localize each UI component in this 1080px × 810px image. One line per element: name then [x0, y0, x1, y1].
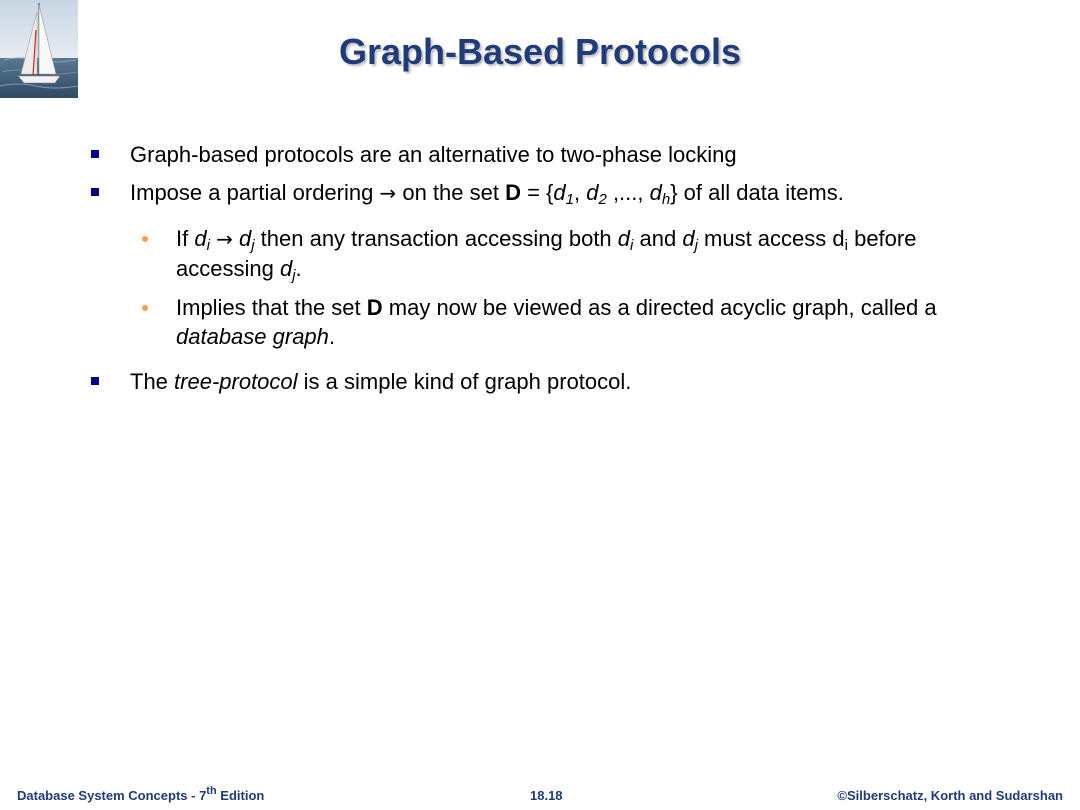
bullet-text: Graph-based protocols are an alternative to two-phase locking — [130, 142, 737, 167]
bullet-text: The tree-protocol is a simple kind of graph protocol. — [130, 369, 632, 394]
bullet-square-icon — [91, 150, 99, 158]
bullet-graph-protocols — [130, 140, 1010, 169]
bullet-text: If $d_i \to d_j$ then any transaction accessing both $d_i$ and $d_j$ must access $d_i$ before accessing $d_j$. — [176, 226, 917, 284]
footer-slide-number: 18.18 — [530, 788, 563, 803]
bullet-tree-protocol — [130, 367, 1010, 396]
footer-copyright: ©Silberschatz, Korth and Sudarshan — [837, 788, 1063, 803]
bullet-partial-ordering — [130, 178, 1010, 208]
subbullet-dag — [176, 293, 990, 351]
bullet-dot-icon — [142, 236, 148, 242]
bullet-text: Implies that the set D may now be viewed as a directed acyclic graph, called a database graph. — [176, 295, 937, 349]
bullet-square-icon — [91, 377, 99, 385]
subbullet-access-order — [176, 224, 990, 283]
bullet-dot-icon — [142, 305, 148, 311]
footer-book-title: Database System Concepts - 7th Edition — [17, 785, 265, 803]
bullet-square-icon — [91, 188, 99, 196]
bullet-text: Impose a partial ordering → on the set $D = \{d_1$, $d_2$ ,..., $d_h$} of all data items. — [130, 180, 844, 208]
slide-title: Graph-Based Protocols — [338, 31, 742, 72]
